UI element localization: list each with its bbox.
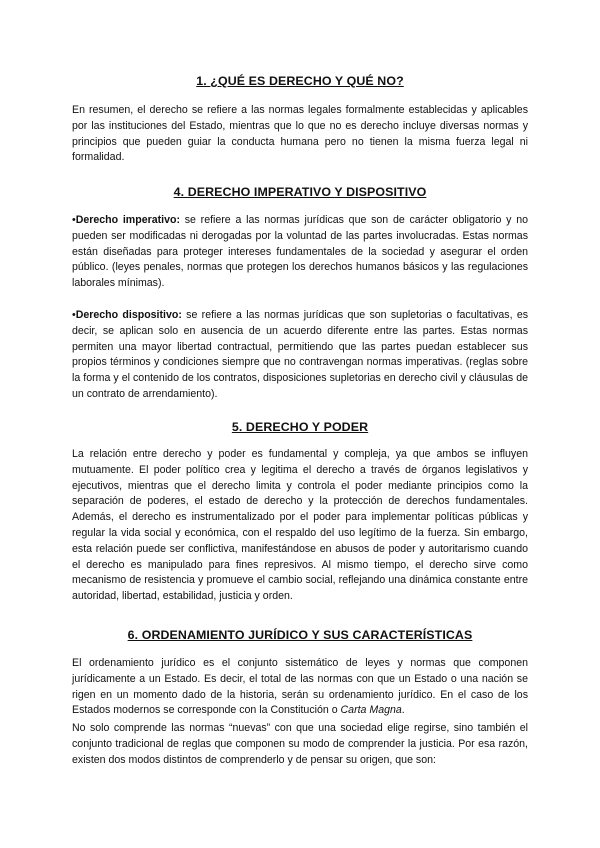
section-6-title: 6. ORDENAMIENTO JURÍDICO Y SUS CARACTERÍSTICAS <box>127 628 473 642</box>
bullet: • <box>72 309 76 321</box>
imperative-law-term: Derecho imperativo: <box>75 214 180 226</box>
imperative-law-paragraph <box>72 213 528 292</box>
imperative-law-text: se refiere a las normas jurídicas que son de carácter obligatorio y no pueden ser modificadas ni derogadas por la voluntad de las partes involucradas. Estas normas están diseñadas para proteger intereses fundamentales de la sociedad y asegurar el orden público. (leyes penales, normas que protegen los derechos humanos básicos y las regulaciones laborales mínimas). <box>72 214 528 290</box>
section-1-title: 1. ¿QUÉ ES DERECHO Y QUÉ NO? <box>196 74 404 88</box>
section-6-text: El ordenamiento jurídico es el conjunto sistemático de leyes y normas que componen jurídicamente a un Estado. Es decir, el total de las normas con que un Estado o una nación se rigen en un momento dado de la historia, serán su ordenamiento jurídico. En el caso de los Estados modernos se corresponde con la Constitución o <box>72 657 528 717</box>
section-5-paragraph: La relación entre derecho y poder es fundamental y compleja, ya que ambos se influyen mutuamente. El poder político crea y legitima el derecho a través de órganos legislativos y ejecutivos, mientras que el derecho limita y controla el poder mediante principios como la separación de poderes, el estado de derecho y la protección de derechos fundamentales. Además, el derecho es instrumentalizado por el poder para implementar políticas públicas y regular la vida social y económica, con el respaldo del uso legítimo de la fuerza. Sin embargo, esta relación puede ser conflictiva, manifestándose en abusos de poder y autoritarismo cuando el derecho es manipulado para fines represivos. Al mismo tiempo, el derecho sirve como mecanismo de resistencia y promueve el cambio social, reflejando una dinámica constante entre autoridad, libertad, estabilidad, justicia y orden. <box>72 448 528 603</box>
carta-magna-italic: Carta Magna <box>340 704 402 717</box>
section-1-paragraph: En resumen, el derecho se refiere a las normas legales formalmente establecidas y aplicables por las instituciones del Estado, mientras que lo que no es derecho incluye diversas normas y principios que pueden guiar la conducta humana pero no tienen la misma fuerza legal ni formalidad. <box>72 104 528 164</box>
section-4-title: 4. DERECHO IMPERATIVO Y DISPOSITIVO <box>173 185 427 199</box>
section-5-title: 5. DERECHO Y PODER <box>231 420 369 434</box>
section-6-period: . <box>401 704 405 717</box>
bullet: • <box>72 214 76 226</box>
dispositive-law-paragraph <box>72 308 528 403</box>
section-6-paragraph-2: No solo comprende las normas “nuevas” con que una sociedad elige regirse, sino también el conjunto tradicional de reglas que componen su modo de comprender la justicia. Por esa razón, existen dos modos distintos de comprenderlo y de pensar su origen, que son: <box>72 722 528 766</box>
section-6-paragraph-1 <box>72 656 528 719</box>
dispositive-law-text: se refiere a las normas jurídicas que son supletorias o facultativas, es decir, se aplican solo en ausencia de un acuerdo diferente entre las partes. Estas normas permiten una mayor libertad contractual, permitiendo que las partes puedan establecer sus propios términos y condiciones siempre que no contravengan normas imperativas. (reglas sobre la forma y el contenido de los contratos, disposiciones supletorias en derecho civil y cláusulas de un contrato de arrendamiento). <box>72 309 529 400</box>
dispositive-law-term: Derecho dispositivo: <box>75 309 182 321</box>
